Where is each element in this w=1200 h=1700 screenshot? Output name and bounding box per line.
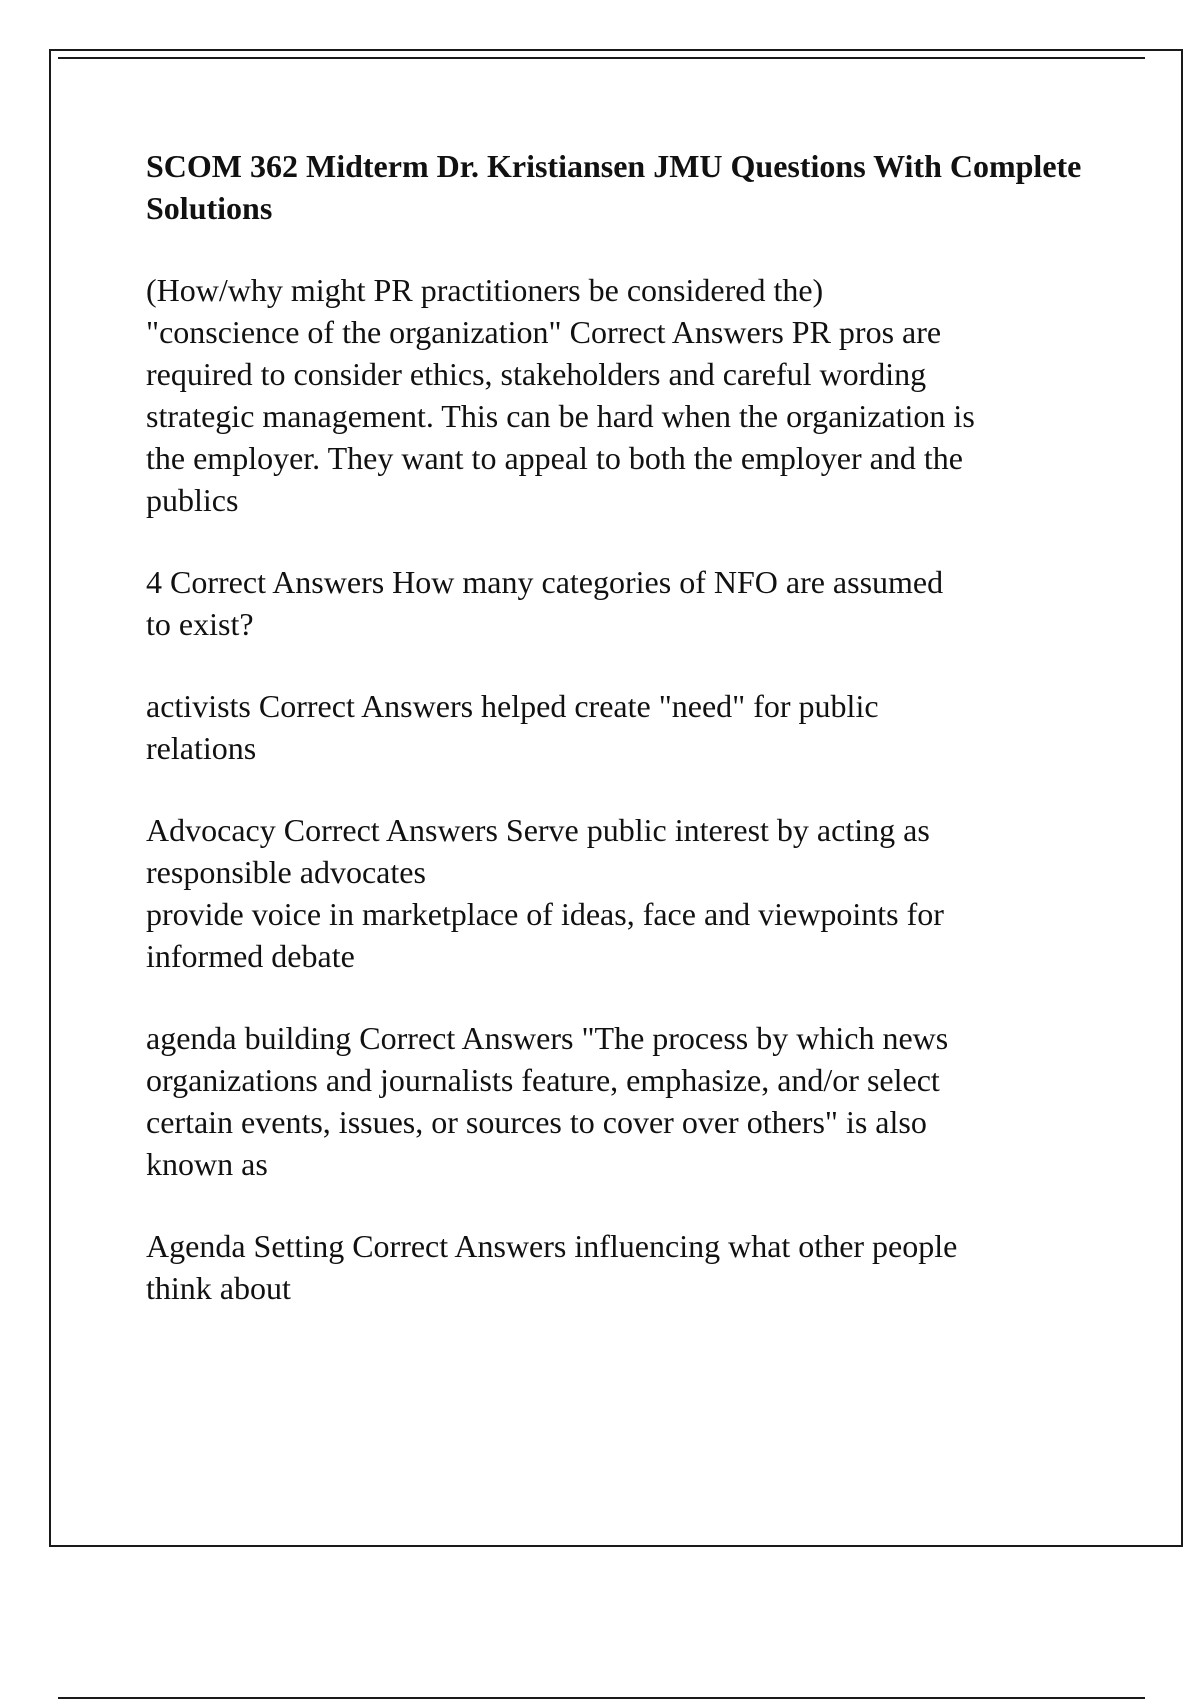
document-title: SCOM 362 Midterm Dr. Kristiansen JMU Questions With Complete Solutions bbox=[146, 148, 1082, 226]
footer-rule bbox=[58, 1697, 1145, 1699]
document-body bbox=[146, 145, 1096, 1349]
qa-item: (How/why might PR practitioners be considered the) "conscience of the organization" Correct Answers PR pros are required to consider ethics, stakeholders and careful wording strategic management. This can be hard when the organization is the employer. They want to appeal to both the employer and the publics bbox=[146, 272, 975, 518]
qa-item: activists Correct Answers helped create "need" for public relations bbox=[146, 688, 879, 766]
qa-item: Advocacy Correct Answers Serve public interest by acting as responsible advocates provide voice in marketplace of ideas, face and viewpoints for informed debate bbox=[146, 812, 944, 974]
qa-item: Agenda Setting Correct Answers influencing what other people think about bbox=[146, 1228, 958, 1306]
header-rule bbox=[58, 57, 1145, 59]
qa-item: agenda building Correct Answers "The process by which news organizations and journalists feature, emphasize, and/or select certain events, issues, or sources to cover over others" is also known as bbox=[146, 1020, 949, 1182]
qa-item: 4 Correct Answers How many categories of NFO are assumed to exist? bbox=[146, 564, 944, 642]
